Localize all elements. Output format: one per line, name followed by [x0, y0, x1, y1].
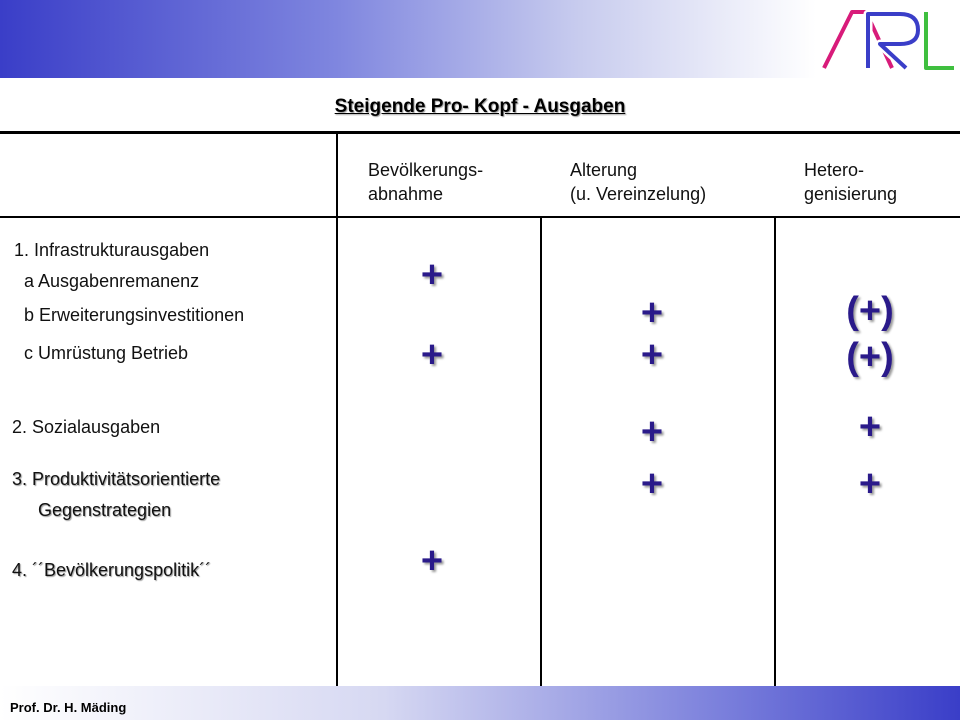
mark-c3-erweiterungsinvestitionen: (+): [846, 290, 894, 332]
mark-c1-ausgabenremanenz: +: [420, 254, 444, 296]
mark-c2-erweiterungsinvestitionen: +: [640, 292, 664, 334]
footer-band: [0, 686, 960, 720]
mark-c3-gegenstrategien: +: [858, 463, 882, 505]
mark-c1-umruestung: +: [420, 334, 444, 376]
column-header-line: abnahme: [368, 184, 444, 204]
arl-logo: [818, 6, 958, 72]
column-header-bevoelkerungsabnahme: [368, 158, 483, 206]
column-header-line: Bevölkerungs-: [368, 160, 484, 180]
header-band: [0, 0, 960, 78]
mark-c2-gegenstrategien: +: [640, 463, 664, 505]
table-header-rule: [0, 216, 960, 218]
column-header-line: Hetero-: [804, 160, 865, 180]
mark-c3-sozialausgaben: +: [858, 406, 882, 448]
column-divider-3: [774, 218, 776, 720]
row-label-produktivitaetsorientierte: 3. Produktivitätsorientierte: [12, 469, 221, 489]
row-label-sozialausgaben: 2. Sozialausgaben: [12, 417, 161, 437]
mark-c1-bevoelkerungspolitik: +: [420, 540, 444, 582]
row-label-gegenstrategien: Gegenstrategien: [38, 500, 172, 520]
mark-c2-umruestung: +: [640, 334, 664, 376]
column-divider-2: [540, 218, 542, 720]
column-header-alterung: [570, 158, 706, 206]
row-label-ausgabenremanenz: a Ausgabenremanenz: [24, 271, 200, 291]
column-header-line: Alterung: [570, 160, 638, 180]
row-label-umruestung-betrieb: c Umrüstung Betrieb: [24, 343, 189, 363]
row-label-erweiterungsinvestitionen: b Erweiterungsinvestitionen: [24, 305, 245, 325]
column-header-heterogenisierung: [804, 158, 897, 206]
mark-c2-sozialausgaben: +: [640, 411, 664, 453]
column-header-line: (u. Vereinzelung): [570, 184, 707, 204]
row-label-bevoelkerungspolitik: 4. ´´Bevölkerungspolitik´´: [12, 560, 212, 580]
row-label-infrastrukturausgaben: 1. Infrastrukturausgaben: [14, 240, 210, 260]
table-top-rule: [0, 131, 960, 134]
mark-c3-umruestung: (+): [846, 336, 894, 378]
page-title: Steigende Pro- Kopf - Ausgaben: [334, 96, 626, 117]
column-divider-1: [336, 133, 338, 720]
column-header-line: genisierung: [804, 184, 898, 204]
author-footer: Prof. Dr. H. Mäding: [10, 700, 127, 715]
